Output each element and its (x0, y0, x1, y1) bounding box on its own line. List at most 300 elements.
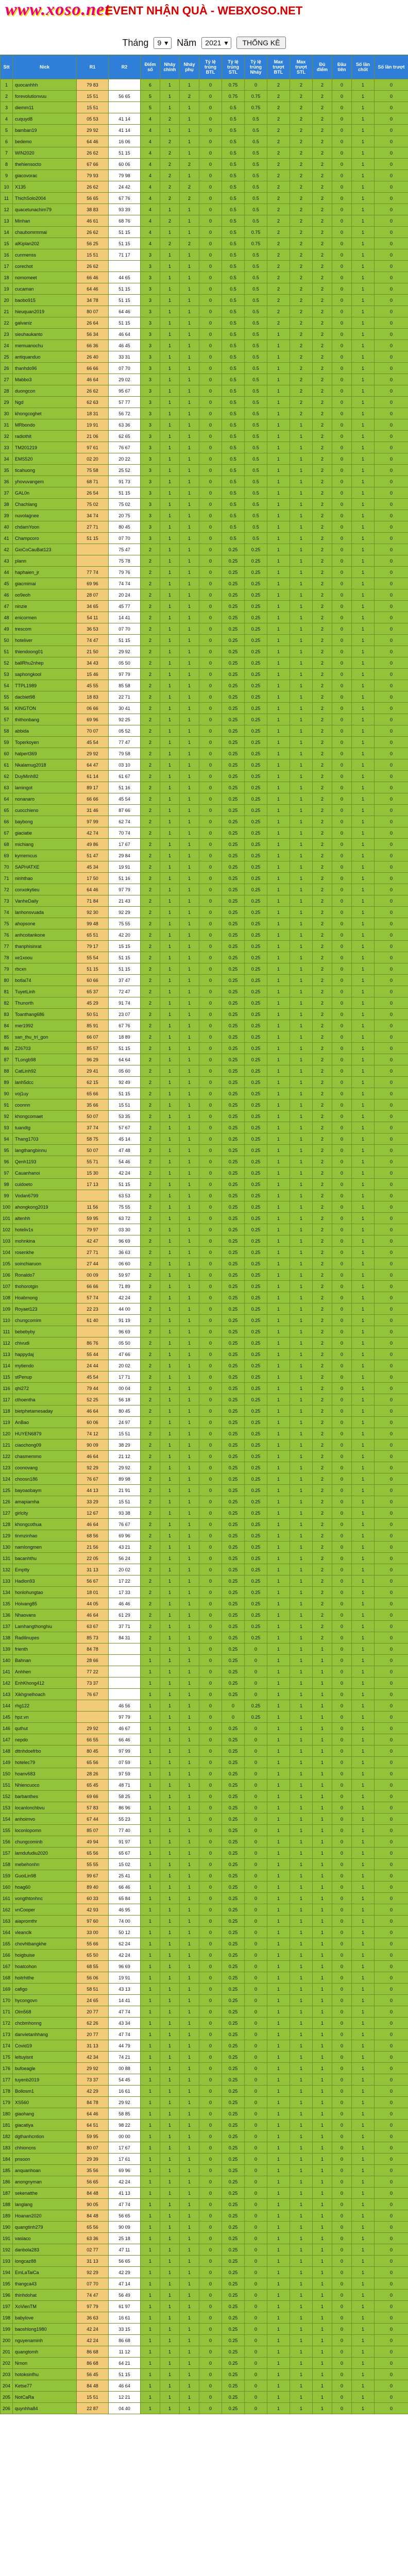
nick-cell[interactable]: chovhtbangkhe (13, 1938, 77, 1950)
table-cell: 0 (375, 102, 408, 113)
nick-cell[interactable]: Lamhangthonghiu (13, 1621, 77, 1632)
nick-cell[interactable]: Bollosm1 (13, 2086, 77, 2097)
nick-cell[interactable]: anquanhoan (13, 2165, 77, 2176)
year-select[interactable] (201, 37, 231, 49)
nick-cell[interactable]: ticahuong (13, 465, 77, 476)
table-cell: 1 (352, 2358, 375, 2369)
nick-cell[interactable]: HUYEN6879 (13, 1428, 77, 1439)
table-cell: 1 (267, 657, 290, 669)
nick-cell[interactable]: stPenup (13, 1371, 77, 1383)
nick-cell[interactable]: giacatlya (13, 2120, 77, 2131)
nick-cell[interactable]: thehiensocto (13, 159, 77, 170)
table-cell: 1 (180, 929, 199, 941)
table-cell: 1 (290, 725, 313, 737)
nick-cell[interactable]: Minhan (13, 215, 77, 227)
nick-cell[interactable]: Bahnan (13, 1655, 77, 1666)
nick-cell[interactable]: conxokytieu (13, 884, 77, 895)
table-cell: 1 (160, 703, 180, 714)
nick-cell[interactable]: hotelec79 (13, 1757, 77, 1768)
table-row (1, 1213, 408, 1224)
table-cell: 1 (313, 1995, 332, 2006)
nick-cell[interactable]: cuocchieno (13, 805, 77, 816)
table-cell: 2 (141, 952, 160, 963)
table-cell: 1 (352, 431, 375, 442)
table-cell: 1 (352, 159, 375, 170)
table-cell: 179 (1, 2097, 13, 2108)
table-cell: 1 (267, 2074, 290, 2086)
nick-cell[interactable]: bacanhthu (13, 1553, 77, 1564)
nick-cell[interactable]: loconlopomn (13, 1825, 77, 1836)
table-cell: 1 (160, 1814, 180, 1825)
statistics-button[interactable]: THỐNG KÊ (236, 37, 285, 49)
nick-cell[interactable]: bedemo (13, 136, 77, 147)
table-cell: 1 (160, 408, 180, 419)
nick-cell[interactable]: galvaniz (13, 317, 77, 329)
table-cell: 1 (290, 2346, 313, 2358)
table-cell: 0 (375, 1575, 408, 1587)
nick-cell[interactable]: GioCoCauBat123 (13, 544, 77, 555)
nick-cell[interactable]: Nmon (13, 2358, 77, 2369)
table-cell: 67 66 (77, 159, 109, 170)
table-cell: 1 (267, 1632, 290, 1643)
table-cell: 56 67 (77, 1575, 109, 1587)
nick-cell[interactable]: Hoabmong (13, 1292, 77, 1303)
table-cell: 66 46 (109, 1734, 141, 1745)
nick-cell[interactable]: hotoksinfhu (13, 2369, 77, 2380)
table-cell: 0.25 (222, 1995, 245, 2006)
nick-cell[interactable]: coonnn (13, 1099, 77, 1111)
nick-cell[interactable]: lanh5dcc (13, 1077, 77, 1088)
nick-cell[interactable]: mytiendo (13, 1360, 77, 1371)
nick-cell[interactable]: hoteliver (13, 635, 77, 646)
nick-cell[interactable]: VanheDaily (13, 895, 77, 907)
nick-cell[interactable]: EMS520 (13, 453, 77, 465)
nick-cell[interactable]: giacmimai (13, 578, 77, 589)
table-cell: 0 (199, 2267, 222, 2278)
nick-cell[interactable]: longcaz88 (13, 2256, 77, 2267)
nick-cell[interactable]: vasiaco (13, 2233, 77, 2244)
table-cell: 1 (160, 419, 180, 431)
table-cell: 66 66 (77, 1281, 109, 1292)
nick-cell[interactable]: vongthtonhnc (13, 1893, 77, 1904)
nick-cell[interactable]: babylove (13, 2312, 77, 2324)
table-cell: 1 (267, 1326, 290, 1337)
table-cell: 1 (267, 907, 290, 918)
nick-cell[interactable]: forevolutionvuu (13, 91, 77, 102)
nick-cell[interactable]: TLongb98 (13, 1054, 77, 1065)
nick-cell[interactable]: chasmemmo (13, 1451, 77, 1462)
table-cell: 0.25 (222, 975, 245, 986)
nick-cell[interactable]: ciaochong09 (13, 1439, 77, 1451)
nick-cell[interactable]: Xikhgnelhoach (13, 1689, 77, 1700)
table-cell: 1 (352, 555, 375, 567)
table-cell: 1 (180, 1995, 199, 2006)
table-cell: 21 50 (77, 646, 109, 657)
nick-cell[interactable]: SAPHATXE (13, 861, 77, 873)
nick-cell[interactable]: Mabbo3 (13, 374, 77, 385)
nick-cell[interactable]: thithonbang (13, 714, 77, 725)
table-cell: 135 (1, 1598, 13, 1609)
nick-cell[interactable]: Ronaldo7 (13, 1269, 77, 1281)
table-cell: 1 (290, 1848, 313, 1859)
table-cell: 1 (290, 1485, 313, 1496)
nick-cell[interactable]: bamban19 (13, 125, 77, 136)
nick-cell[interactable]: mebehonhn (13, 1859, 77, 1870)
nick-cell[interactable]: qhi272 (13, 1383, 77, 1394)
nick-cell[interactable]: giaciatie (13, 827, 77, 839)
nick-cell[interactable]: abbida (13, 725, 77, 737)
table-cell: 0.25 (245, 1009, 267, 1020)
nick-cell[interactable]: Hadlon93 (13, 1575, 77, 1587)
nick-cell[interactable]: Ngd (13, 397, 77, 408)
nick-cell[interactable]: ballRhu2nhep (13, 657, 77, 669)
nick-cell[interactable]: NotCaRa (13, 2392, 77, 2403)
nick-cell[interactable]: tuyenb2019 (13, 2074, 77, 2086)
nick-cell[interactable]: rosenkhe (13, 1247, 77, 1258)
nick-cell[interactable]: rhg122 (13, 1700, 77, 1711)
nick-cell[interactable]: ninzie (13, 601, 77, 612)
table-cell: 0 (332, 1734, 352, 1745)
nick-cell[interactable]: nomomeet (13, 272, 77, 283)
month-select[interactable] (154, 37, 172, 49)
nick-cell[interactable]: thangca43 (13, 2278, 77, 2290)
nick-cell[interactable]: hoanv683 (13, 1768, 77, 1780)
nick-cell[interactable]: Radilinupes (13, 1632, 77, 1643)
nick-cell[interactable]: Emptty (13, 1564, 77, 1575)
nick-cell[interactable]: thiendoong01 (13, 646, 77, 657)
nick-cell[interactable]: lanhonsvuada (13, 907, 77, 918)
nick-cell[interactable]: cthoentha (13, 1394, 77, 1405)
table-cell: 1 (180, 227, 199, 238)
table-cell: 1 (352, 2380, 375, 2392)
nick-cell[interactable]: cuidoeto (13, 1179, 77, 1190)
nick-cell[interactable]: GuoiLin98 (13, 1870, 77, 1882)
nick-cell[interactable]: hoigbuise (13, 1950, 77, 1961)
nick-cell[interactable]: thanphisinrat (13, 941, 77, 952)
table-cell: 1 (267, 2120, 290, 2131)
nick-cell[interactable]: dttnhdoefrbo (13, 1745, 77, 1757)
nick-cell[interactable]: tinmzinhao (13, 1530, 77, 1541)
table-cell: 0 (375, 1553, 408, 1564)
nick-cell[interactable]: Nkalamug2018 (13, 759, 77, 771)
nick-cell[interactable]: ahongkong2019 (13, 1201, 77, 1213)
nick-cell[interactable]: aiapromthr (13, 1916, 77, 1927)
nick-cell[interactable]: san_thu_tri_gon (13, 1031, 77, 1043)
nick-cell[interactable]: oo9eoh (13, 589, 77, 601)
table-cell: 2 (313, 918, 332, 929)
nick-cell[interactable]: hoitrhithe (13, 1972, 77, 1984)
table-cell: 5 (1, 125, 13, 136)
nick-cell[interactable]: cucaman (13, 283, 77, 295)
nick-cell[interactable]: hoag60 (13, 1882, 77, 1893)
nick-cell[interactable]: Royaet123 (13, 1303, 77, 1315)
nick-cell[interactable]: Hoivang85 (13, 1598, 77, 1609)
nick-cell[interactable]: GAL0n (13, 487, 77, 499)
table-cell: 1 (160, 91, 180, 102)
nick-cell[interactable]: michiang (13, 839, 77, 850)
nick-cell[interactable]: chdamYoon (13, 521, 77, 533)
nick-cell[interactable]: locanlonchbvu (13, 1802, 77, 1814)
table-cell: 1 (290, 2369, 313, 2380)
nick-cell[interactable]: KINGTON (13, 703, 77, 714)
nick-cell[interactable]: Vodan6799 (13, 1190, 77, 1201)
nick-cell[interactable]: khongcothua (13, 1519, 77, 1530)
nick-cell[interactable]: TM201219 (13, 442, 77, 453)
table-cell: 1 (290, 1893, 313, 1904)
table-cell: 2 (267, 170, 290, 181)
nick-cell[interactable]: cafigo (13, 1984, 77, 1995)
table-cell: 65 67 (109, 1848, 141, 1859)
table-cell: 0 (375, 2267, 408, 2278)
nick-cell[interactable]: danvietanhhang (13, 2029, 77, 2040)
nick-cell[interactable]: chaubomrmmai (13, 227, 77, 238)
table-cell: 0 (375, 1258, 408, 1269)
nick-cell[interactable]: haphaien_jr (13, 567, 77, 578)
nick-cell[interactable]: Hoanan2020 (13, 2210, 77, 2222)
nick-cell[interactable]: choosn186 (13, 1473, 77, 1485)
nick-cell[interactable]: ninhthao (13, 873, 77, 884)
nick-cell[interactable]: Ketse77 (13, 2380, 77, 2392)
nick-cell[interactable]: rbcxn (13, 963, 77, 975)
nick-cell[interactable]: baybong (13, 816, 77, 827)
table-row (1, 1496, 408, 1507)
table-cell: 173 (1, 2029, 13, 2040)
nick-cell[interactable]: TTPL1989 (13, 680, 77, 691)
nick-cell[interactable]: xe1xoou (13, 952, 77, 963)
nick-cell[interactable]: lamdufudiu2020 (13, 1848, 77, 1859)
nick-cell[interactable]: thohorotgin (13, 1281, 77, 1292)
nick-cell[interactable]: plann (13, 555, 77, 567)
nick-cell[interactable]: CatLinh92 (13, 1065, 77, 1077)
nick-cell[interactable]: AnBao (13, 1417, 77, 1428)
nick-cell[interactable]: mohnkina (13, 1235, 77, 1247)
nick-cell[interactable]: TuyetLinh (13, 986, 77, 997)
nick-cell[interactable]: nuvolagnee (13, 510, 77, 521)
nick-cell[interactable]: Toperkoyen (13, 737, 77, 748)
table-cell: 72 47 (109, 986, 141, 997)
nick-cell[interactable]: lamingot (13, 782, 77, 793)
table-cell: 0 (199, 805, 222, 816)
nick-cell[interactable]: enicormen (13, 612, 77, 623)
nick-cell[interactable]: quangtomh (13, 2346, 77, 2358)
nick-cell[interactable]: hoatcohon (13, 1961, 77, 1972)
nick-cell[interactable]: DuyMinh82 (13, 771, 77, 782)
nick-cell[interactable]: Nhiencuoco (13, 1780, 77, 1791)
table-cell: 3 (141, 340, 160, 351)
nick-cell[interactable]: EmLaTaiCa (13, 2267, 77, 2278)
nick-cell[interactable]: langlang (13, 2199, 77, 2210)
nick-cell[interactable]: vnCooper (13, 1904, 77, 1916)
nick-cell[interactable]: EnhKhong412 (13, 1677, 77, 1689)
nick-cell[interactable]: MRbondo (13, 419, 77, 431)
table-cell: 0.25 (222, 2006, 245, 2018)
nick-cell[interactable]: dgthanhcntion (13, 2131, 77, 2142)
nick-cell[interactable]: quthut (13, 1723, 77, 1734)
nick-cell[interactable]: Qenh1193 (13, 1156, 77, 1167)
nick-cell[interactable]: altenhh (13, 1213, 77, 1224)
nick-cell[interactable]: hycongovn (13, 1995, 77, 2006)
nick-cell[interactable]: bebebyby (13, 1326, 77, 1337)
nick-cell[interactable]: yhovuvangem (13, 476, 77, 487)
nick-cell[interactable]: hpz.vn (13, 1711, 77, 1723)
nick-cell[interactable]: chcbmhonng (13, 2018, 77, 2029)
table-cell: 0.25 (245, 1020, 267, 1031)
table-row (1, 1405, 408, 1417)
nick-cell[interactable]: halpert369 (13, 748, 77, 759)
table-cell: 1 (180, 839, 199, 850)
nick-cell[interactable]: quynhha84 (13, 2403, 77, 2414)
nick-cell[interactable]: Thang1703 (13, 1133, 77, 1145)
column-header: Max trượt STL (290, 55, 313, 79)
table-cell: 2 (313, 317, 332, 329)
nick-cell[interactable]: diemm11 (13, 102, 77, 113)
nick-cell[interactable]: sieuhaukanto (13, 329, 77, 340)
table-cell: 0 (245, 2040, 267, 2052)
nick-cell[interactable]: coonovang (13, 1462, 77, 1473)
nick-cell[interactable]: cunmenss (13, 249, 77, 261)
table-row (1, 510, 408, 521)
table-cell: 71 17 (109, 249, 141, 261)
nick-cell[interactable]: anhcoitankone (13, 929, 77, 941)
table-row (1, 1689, 408, 1700)
table-cell: 85 07 (77, 1825, 109, 1836)
nick-cell[interactable]: Olm568 (13, 2006, 77, 2018)
nick-cell[interactable]: anongnyman (13, 2176, 77, 2188)
nick-cell[interactable]: nonanaro (13, 793, 77, 805)
nick-cell[interactable]: quocanhhh (13, 79, 77, 91)
nick-cell[interactable]: baobo915 (13, 295, 77, 306)
nick-cell[interactable]: sekenatthe (13, 2188, 77, 2199)
nick-cell[interactable]: happydaj (13, 1349, 77, 1360)
nick-cell[interactable]: khongcomaet (13, 1111, 77, 1122)
nick-cell[interactable]: cuquyd8 (13, 113, 77, 125)
nick-cell[interactable]: Covid19 (13, 2040, 77, 2052)
nick-cell[interactable]: barbanthes (13, 1791, 77, 1802)
nick-cell[interactable]: saphongkool (13, 669, 77, 680)
table-row (1, 1609, 408, 1621)
nick-cell[interactable]: chungcominb (13, 1836, 77, 1848)
nick-cell[interactable]: alKiplan202 (13, 238, 77, 249)
nick-cell[interactable]: soinchiaruon (13, 1258, 77, 1269)
table-cell: 85 58 (109, 680, 141, 691)
nick-cell[interactable]: antiquanduo (13, 351, 77, 363)
nick-cell[interactable]: Z26703 (13, 1043, 77, 1054)
nick-cell[interactable]: bayoaobaym (13, 1485, 77, 1496)
table-cell: 1 (352, 2154, 375, 2165)
table-cell: 51 16 (109, 782, 141, 793)
table-cell: 57 74 (77, 1292, 109, 1303)
table-cell: 0 (245, 2199, 267, 2210)
nick-cell[interactable]: Cauanhanoi (13, 1167, 77, 1179)
table-cell: 2 (313, 261, 332, 272)
nick-cell[interactable]: frienth (13, 1643, 77, 1655)
nick-cell[interactable]: XoVienTM (13, 2301, 77, 2312)
nick-cell[interactable]: corechot (13, 261, 77, 272)
table-cell: 0.25 (245, 1043, 267, 1054)
nick-cell[interactable]: chivudi (13, 1337, 77, 1349)
nick-cell[interactable]: thinhdohat (13, 2290, 77, 2301)
nick-cell[interactable]: Thunorth (13, 997, 77, 1009)
table-cell: 2 (313, 408, 332, 419)
table-cell: 1 (180, 249, 199, 261)
nick-cell[interactable]: voj1uy (13, 1088, 77, 1099)
nick-cell[interactable]: giacovorac (13, 170, 77, 181)
nick-cell[interactable]: radiothit (13, 431, 77, 442)
nick-cell[interactable]: namlongmen (13, 1541, 77, 1553)
nick-cell[interactable]: girlcity (13, 1507, 77, 1519)
table-cell: 2 (313, 249, 332, 261)
nick-cell[interactable]: quangtinh279 (13, 2222, 77, 2233)
nick-cell[interactable]: botlai74 (13, 975, 77, 986)
table-cell: 1 (141, 2256, 160, 2267)
nick-cell[interactable]: vleanclk (13, 1927, 77, 1938)
nick-cell[interactable]: chhioncns (13, 2142, 77, 2154)
nick-cell[interactable]: WIN2020 (13, 147, 77, 159)
table-cell: 0 (332, 691, 352, 703)
nick-cell[interactable]: X135 (13, 181, 77, 193)
nick-cell[interactable]: thanhdo96 (13, 363, 77, 374)
nick-cell[interactable]: memuanochu (13, 340, 77, 351)
table-cell: 1 (267, 2108, 290, 2120)
nick-cell[interactable]: nguyenaminh (13, 2335, 77, 2346)
nick-cell[interactable]: Anhhen (13, 1666, 77, 1677)
nick-cell[interactable]: khongcoghet (13, 408, 77, 419)
table-cell: 64 46 (109, 306, 141, 317)
table-cell: 75 47 (109, 544, 141, 555)
table-cell: 1 (180, 2074, 199, 2086)
nick-cell[interactable]: kymemcus (13, 850, 77, 861)
nick-cell[interactable]: langthangbinnu (13, 1145, 77, 1156)
table-cell: 0 (199, 816, 222, 827)
table-cell: 15 46 (77, 669, 109, 680)
table-cell: 1 (180, 1655, 199, 1666)
nick-cell[interactable]: mer1992 (13, 1020, 77, 1031)
nick-cell[interactable]: honlohungtao (13, 1587, 77, 1598)
nick-cell[interactable]: hoteliv1s (13, 1224, 77, 1235)
nick-cell[interactable]: bietphetamesaday (13, 1405, 77, 1417)
nick-cell[interactable]: dacbiet98 (13, 691, 77, 703)
site-logo[interactable]: www.xoso.net (5, 0, 110, 19)
nick-cell[interactable]: duongcon (13, 385, 77, 397)
table-cell: 1 (290, 1530, 313, 1541)
table-cell: 0 (199, 1984, 222, 1995)
nick-cell[interactable]: baoshlong1980 (13, 2324, 77, 2335)
nick-cell[interactable]: giaohang (13, 2108, 77, 2120)
nick-cell[interactable]: trescom (13, 623, 77, 635)
nick-cell[interactable]: amapiamha (13, 1496, 77, 1507)
nick-cell[interactable]: Champcoro (13, 533, 77, 544)
nick-cell[interactable]: danbola283 (13, 2244, 77, 2256)
table-row (1, 1723, 408, 1734)
nick-cell[interactable]: tuandtg (13, 1122, 77, 1133)
nick-cell[interactable]: bufoeagle (13, 2063, 77, 2074)
table-cell: 18 83 (77, 691, 109, 703)
nick-cell[interactable]: XS560 (13, 2097, 77, 2108)
nick-cell[interactable]: nepdo (13, 1734, 77, 1745)
nick-cell[interactable]: ThichSolo2004 (13, 193, 77, 204)
nick-cell[interactable]: Toanthang686 (13, 1009, 77, 1020)
nick-cell[interactable]: chungcomim (13, 1315, 77, 1326)
nick-cell[interactable]: Nhaovans (13, 1609, 77, 1621)
nick-cell[interactable]: leltuyisnt (13, 2052, 77, 2063)
nick-cell[interactable]: Chachlang (13, 499, 77, 510)
table-cell: 0.25 (222, 1530, 245, 1541)
nick-cell[interactable]: ahopsone (13, 918, 77, 929)
nick-cell[interactable]: anhoimvo (13, 1814, 77, 1825)
nick-cell[interactable]: quacetunachim79 (13, 204, 77, 215)
nick-cell[interactable]: pnsoon (13, 2154, 77, 2165)
nick-cell[interactable]: hieuquan2019 (13, 306, 77, 317)
